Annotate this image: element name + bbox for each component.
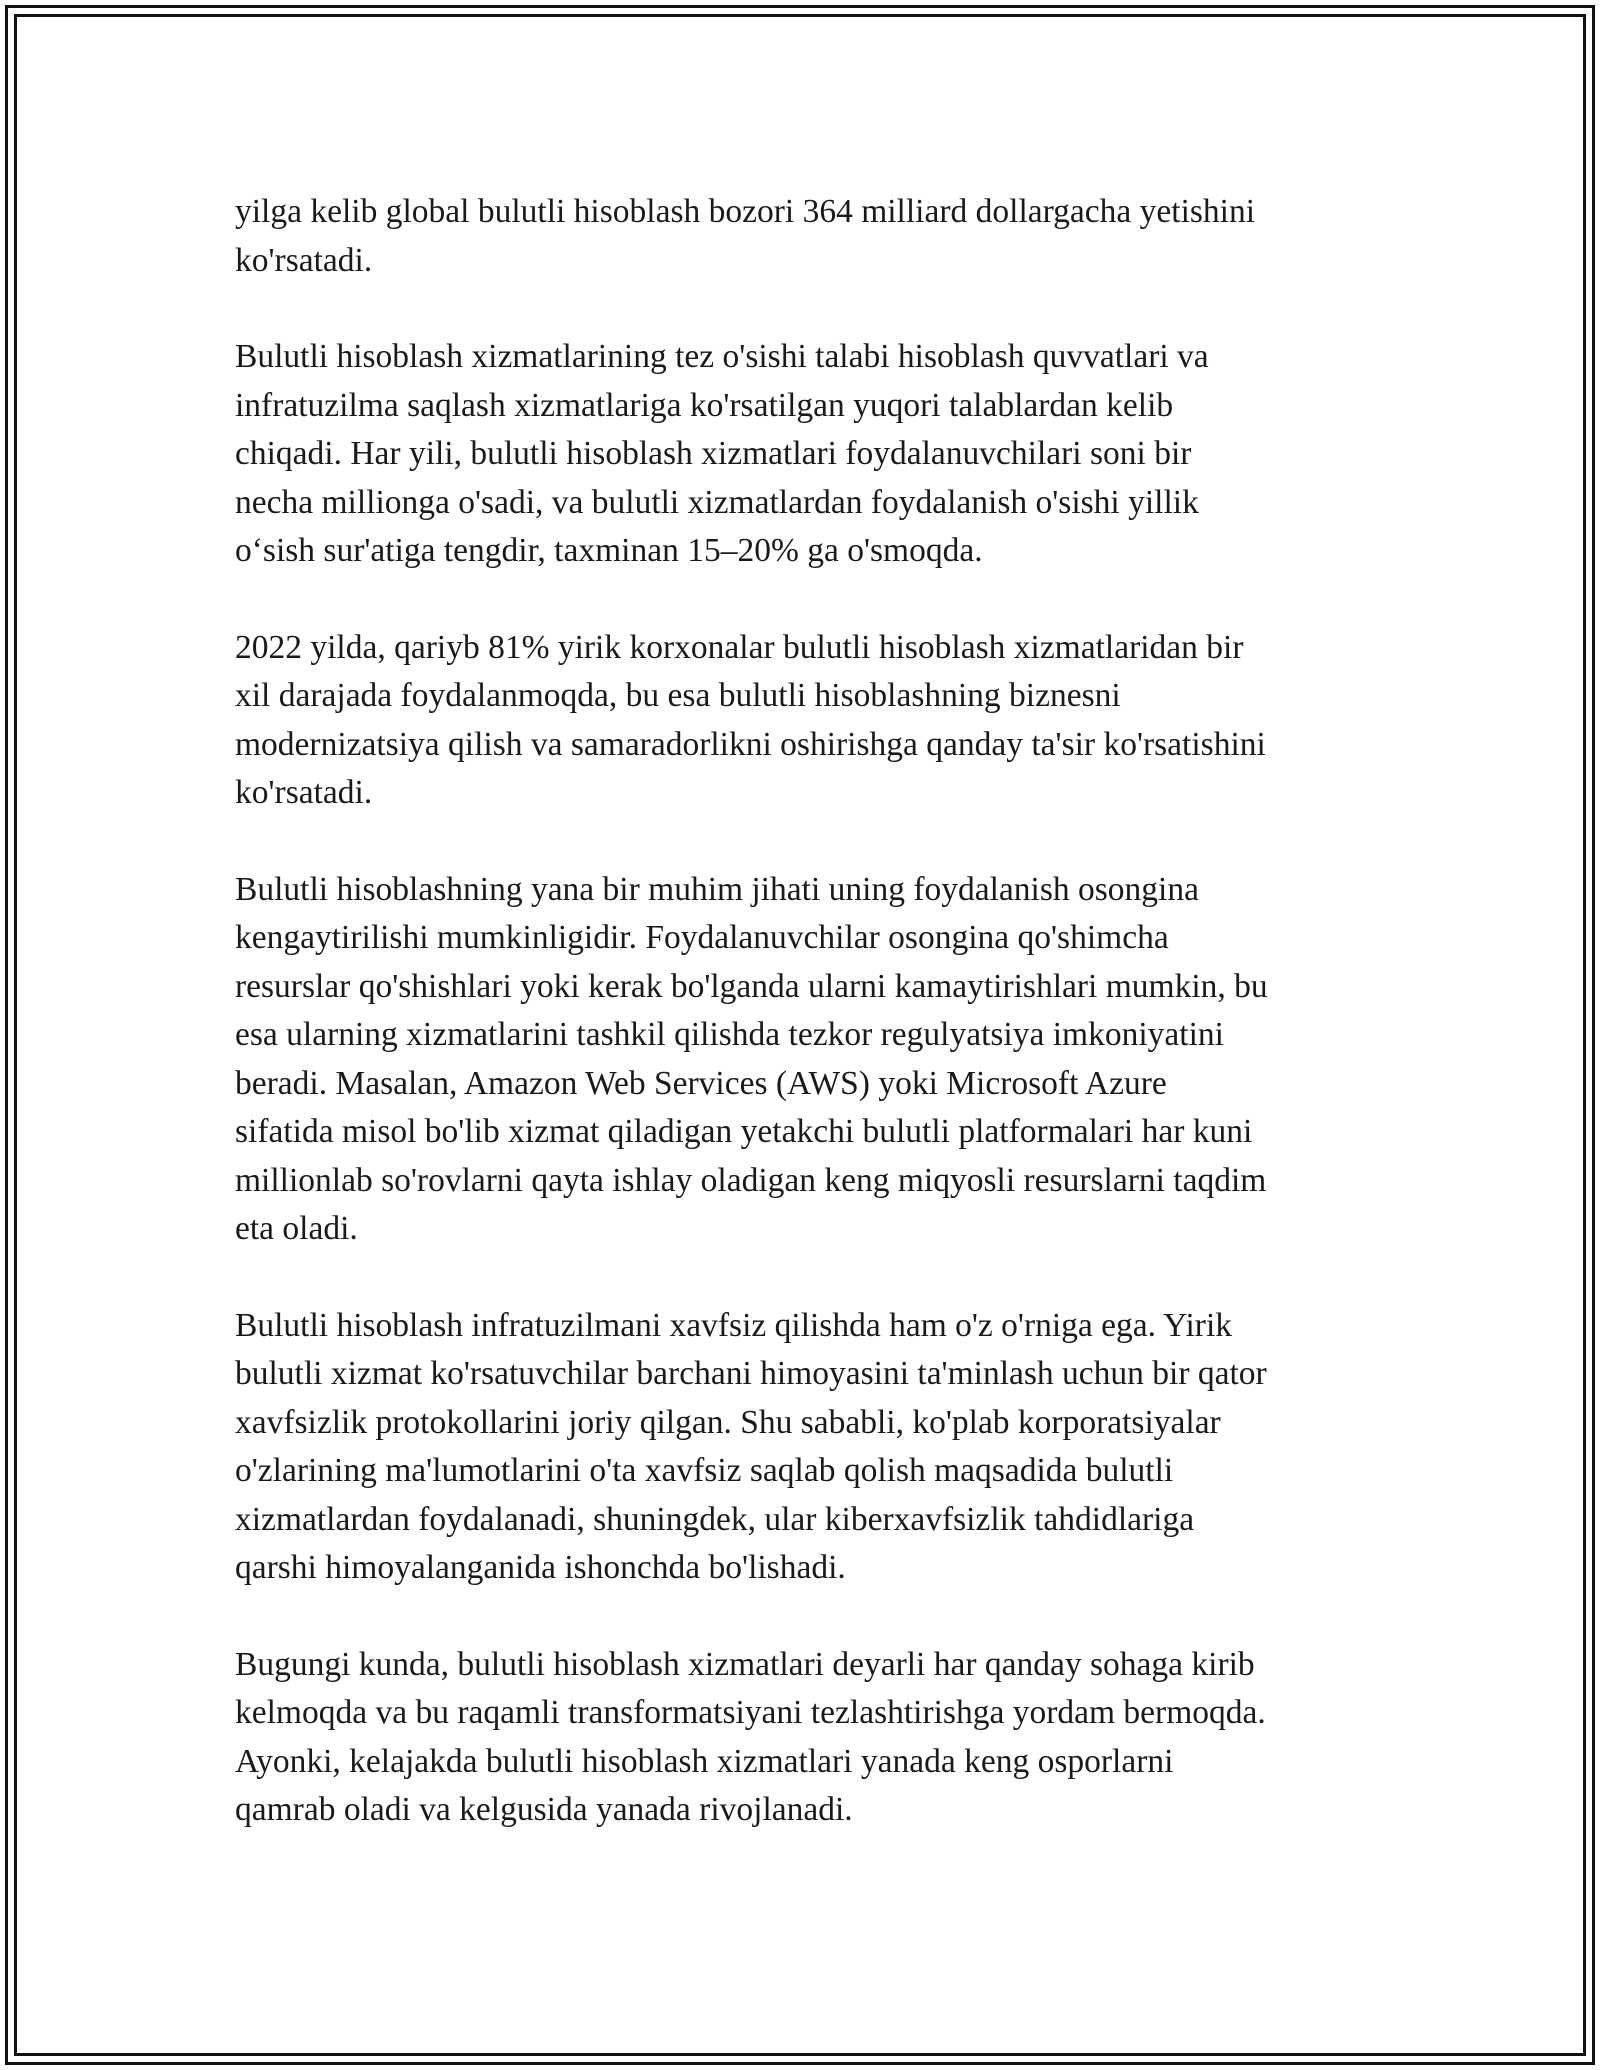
- text-line: xavfsizlik protokollarini joriy qilgan. Shu sababli, ko'plab korporatsiyalar: [235, 1403, 1221, 1441]
- paragraph-enterprise-adoption: [235, 624, 1375, 818]
- text-line: beradi. Masalan, Amazon Web Services (AWS) yoki Microsoft Azure: [235, 1064, 1167, 1102]
- text-line: kelmoqda va bu raqamli transformatsiyani tezlashtirishga yordam bermoqda.: [235, 1694, 1266, 1731]
- text-line: resurslar qo'shishlari yoki kerak bo'lganda ularni kamaytirishlari mumkin, bu: [235, 967, 1268, 1005]
- text-line: o'zlarining ma'lumotlarini o'ta xavfsiz saqlab qolish maqsadida bulutli: [235, 1452, 1174, 1489]
- text-line: Bugungi kunda, bulutli hisoblash xizmatlari deyarli har qanday sohaga kirib: [235, 1645, 1255, 1683]
- text-line: xizmatlardan foydalanadi, shuningdek, ular kiberxavfsizlik tahdidlariga: [235, 1500, 1195, 1538]
- text-line: millionlab so'rovlarni qayta ishlay oladigan keng miqyosli resurslarni taqdim: [235, 1161, 1267, 1199]
- text-line: bulutli xizmat ko'rsatuvchilar barchani himoyasini ta'minlash uchun bir qator: [235, 1355, 1267, 1392]
- paragraph-market-growth: [235, 188, 1375, 285]
- text-line: modernizatsiya qilish va samaradorlikni oshirishga qanday ta'sir ko'rsatishini: [235, 725, 1266, 763]
- text-line: Bulutli hisoblash infratuzilmani xavfsiz qilishda ham o'z o'rniga ega. Yirik: [235, 1306, 1233, 1344]
- text-line: ko'rsatadi.: [235, 241, 373, 279]
- text-line: Bulutli hisoblash xizmatlarining tez o'sishi talabi hisoblash quvvatlari va: [235, 338, 1209, 375]
- text-line: sifatida misol bo'lib xizmat qiladigan yetakchi bulutli platformalari har kuni: [235, 1113, 1253, 1150]
- text-line: chiqadi. Har yili, bulutli hisoblash xizmatlari foydalanuvchilari soni bir: [235, 435, 1192, 472]
- text-line: yilga kelib global bulutli hisoblash bozori 364 milliard dollargacha yetishini: [235, 193, 1256, 230]
- paragraph-scalability: [235, 866, 1375, 1254]
- text-line: xil darajada foydalanmoqda, bu esa bulutli hisoblashning biznesni: [235, 677, 1121, 714]
- document-body: [235, 188, 1375, 1883]
- text-line: o‘sish sur'atiga tengdir, taxminan 15–20% ga o'smoqda.: [235, 532, 983, 569]
- text-line: ko'rsatadi.: [235, 774, 373, 811]
- text-line: eta oladi.: [235, 1210, 358, 1247]
- text-line: 2022 yilda, qariyb 81% yirik korxonalar bulutli hisoblash xizmatlaridan bir: [235, 628, 1244, 666]
- text-line: Bulutli hisoblashning yana bir muhim jihati uning foydalanish osongina: [235, 870, 1199, 908]
- paragraph-demand: [235, 333, 1375, 576]
- text-line: esa ularning xizmatlarini tashkil qilishda tezkor regulyatsiya imkoniyatini: [235, 1016, 1224, 1053]
- paragraph-conclusion: [235, 1641, 1375, 1835]
- text-line: qarshi himoyalanganida ishonchda bo'lishadi.: [235, 1549, 846, 1586]
- text-line: kengaytirilishi mumkinligidir. Foydalanuvchilar osongina qo'shimcha: [235, 919, 1169, 956]
- text-line: necha millionga o'sadi, va bulutli xizmatlardan foydalanish o'sishi yillik: [235, 483, 1199, 521]
- paragraph-security: [235, 1302, 1375, 1593]
- text-line: Ayonki, kelajakda bulutli hisoblash xizmatlari yanada keng osporlarni: [235, 1742, 1174, 1780]
- text-line: qamrab oladi va kelgusida yanada rivojlanadi.: [235, 1791, 853, 1828]
- text-line: infratuzilma saqlash xizmatlariga ko'rsatilgan yuqori talablardan kelib: [235, 386, 1174, 424]
